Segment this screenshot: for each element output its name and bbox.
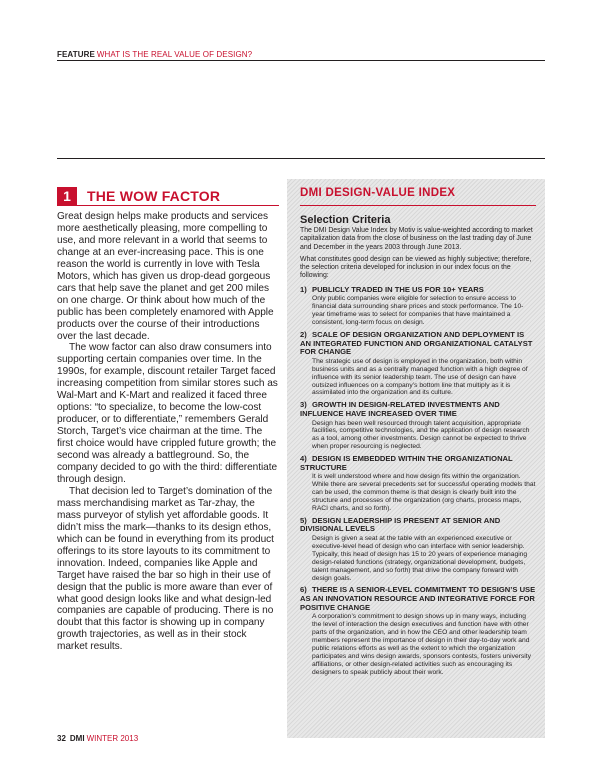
- criterion-title: DESIGN IS EMBEDDED WITHIN THE ORGANIZATIONAL STRUCTURE: [300, 454, 513, 472]
- criterion-heading: [300, 455, 536, 472]
- sidebar-rule: [300, 205, 536, 206]
- publication-name: DMI: [69, 734, 85, 743]
- criterion-heading: [300, 517, 536, 534]
- sidebar-subtitle: Selection Criteria: [300, 214, 391, 226]
- criterion-number: 3): [300, 400, 307, 410]
- page-footer: [57, 734, 138, 743]
- issue-label: WINTER 2013: [86, 734, 139, 743]
- section-title: THE WOW FACTOR: [87, 188, 221, 204]
- sidebar-intro: The DMI Design Value Index by Motiv is value-weighted according to market capitalization data from the close of business on the last trading day of June and December in the years 2003 through June 2013.: [300, 227, 533, 251]
- header-topic: WHAT IS THE REAL VALUE OF DESIGN?: [96, 50, 253, 59]
- criterion-heading: [300, 401, 536, 418]
- criterion-text: The strategic use of design is employed in the organization, both within business units and as a centrally managed function with a high degree of influence with its senior leadership team. The use of design can have outsized influences on a company’s bottom line that multiply as it is assimilated into the organization and its culture.: [312, 357, 528, 397]
- criterion-item: [300, 401, 536, 455]
- criterion-number: 2): [300, 330, 307, 339]
- criterion-title: DESIGN LEADERSHIP IS PRESENT AT SENIOR AND DIVISIONAL LEVELS: [300, 515, 501, 534]
- criterion-heading: [300, 331, 536, 357]
- article-paragraph: The wow factor can also draw consumers into supporting certain companies over time. In the 1990s, for example, discount retailer Target faced increasing competition from similar stores such as Wal-Mart and K-Mart and realized it faced three options: “to specialize, to become the low-cost producer, or to differentiate,” remembers Gerald Storch, Target’s vice chairman at the time. The first choice would have crippled future growth; the second was already a battleground. So, the company decided to go with the third: differentiate through design.: [57, 342, 278, 485]
- section-number: 1: [57, 187, 77, 205]
- sidebar-intro: What constitutes good design can be viewed as highly subjective; therefore, the selection criteria developed for inclusion in our index focus on the following:: [300, 255, 532, 280]
- header-kicker: FEATURE: [57, 50, 95, 59]
- criterion-number: 4): [300, 454, 307, 464]
- criterion-title: GROWTH IN DESIGN-RELATED INVESTMENTS AND INFLUENCE HAVE INCREASED OVER TIME: [300, 400, 500, 418]
- criterion-text: Design has been well resourced through talent acquisition, appropriate facilities, competitive technologies, and the application of design research as a tool, among other investments. Design cannot be expected to thrive when proper resourcing is neglected.: [312, 419, 530, 451]
- criterion-number: 1): [300, 284, 307, 294]
- header-rule: [57, 60, 545, 61]
- criterion-item: [300, 331, 536, 401]
- criterion-title: SCALE OF DESIGN ORGANIZATION AND DEPLOYMENT IS AN INTEGRATED FUNCTION AND ORGANIZATIONAL CATALYST FOR CHANGE: [300, 330, 533, 357]
- criterion-heading: [300, 586, 536, 612]
- criteria-list: [300, 286, 536, 681]
- criterion-text: Only public companies were eligible for selection to ensure access to financial data surrounding share prices and stock performance. The 10-year timeframe was to select for companies that have maintained a consistent, long-term focus on design.: [312, 295, 524, 327]
- criterion-text: A corporation’s commitment to design shows up in many ways, including the level of interaction the design executives and function have with other parts of the organization, and in how the CEO and other leadership team members represent the importance of design in their day-to-day work and public relations efforts as well as the extent to which the organization participates and wins design awards, sponsors contests, fosters university affiliations, or other design-related activities such as encouraging its designers to speak publicly about their work.: [312, 613, 531, 676]
- article-column: [57, 187, 279, 653]
- running-header: [57, 50, 252, 59]
- criterion-item: [300, 455, 536, 517]
- article-paragraph: That decision led to Target’s domination of the mass merchandising market as Tar-zhay, the mass purveyor of stylish yet affordable goods. It didn’t miss the mark—thanks to its design ethos, which can be found in everything from its product offerings to its store layouts to its commitment to innovation. Indeed, companies like Apple and Target have raised the bar so high in their use of design that the public is more aware than ever of what good design looks like and what design-led companies are capable of producing. There is no doubt that this factor is showing up in company growth trajectories, as well as in their stock market results.: [57, 485, 274, 653]
- criterion-text: Design is given a seat at the table with an experienced executive or executive-level head of design who can interface with senior leadership. Typically, this head of design has 15 to 20 years of experience managing design-related functions (strategy, organizational development, budgets, talent management, and so forth) that drive the company forward with design goals.: [312, 535, 528, 582]
- criterion-item: [300, 286, 536, 331]
- page-number: 32: [57, 734, 66, 743]
- criterion-item: [300, 517, 536, 587]
- sidebar-title: DMI DESIGN-VALUE INDEX: [300, 187, 456, 199]
- criterion-number: 5): [300, 515, 307, 525]
- design-value-index-sidebar: [287, 179, 545, 738]
- criterion-heading: [300, 286, 536, 295]
- criterion-number: 6): [300, 585, 307, 595]
- criterion-text: It is well understood where and how design fits within the organization. While there are several precedents set for successful operating models that can be used, the common theme is that design is clearly built into the structure and processes of the organization (org charts, process maps, RACI charts, and so forth).: [312, 473, 536, 512]
- article-body: [57, 211, 279, 653]
- article-paragraph: Great design helps make products and services more aesthetically pleasing, more compelling to use, and more relevant in a world that seems to change at an ever-increasing pace. This is one reason the world is currently in love with Tesla Motors, which has given us drop-dead gorgeous cars that help save the planet and get 200 miles on one charge. Or think about how much of the public has been completely enamored with Apple products over the course of their introductions over the last decade.: [57, 211, 274, 342]
- criterion-item: [300, 586, 536, 680]
- criterion-title: THERE IS A SENIOR-LEVEL COMMITMENT TO DESIGN’S USE AS AN INNOVATION RESOURCE AND INTEGRATIVE FORCE FOR POSITIVE CHANGE: [300, 585, 536, 612]
- section-heading: [57, 187, 279, 206]
- section-rule: [57, 158, 545, 159]
- criterion-title: PUBLICLY TRADED IN THE US FOR 10+ YEARS: [312, 284, 484, 294]
